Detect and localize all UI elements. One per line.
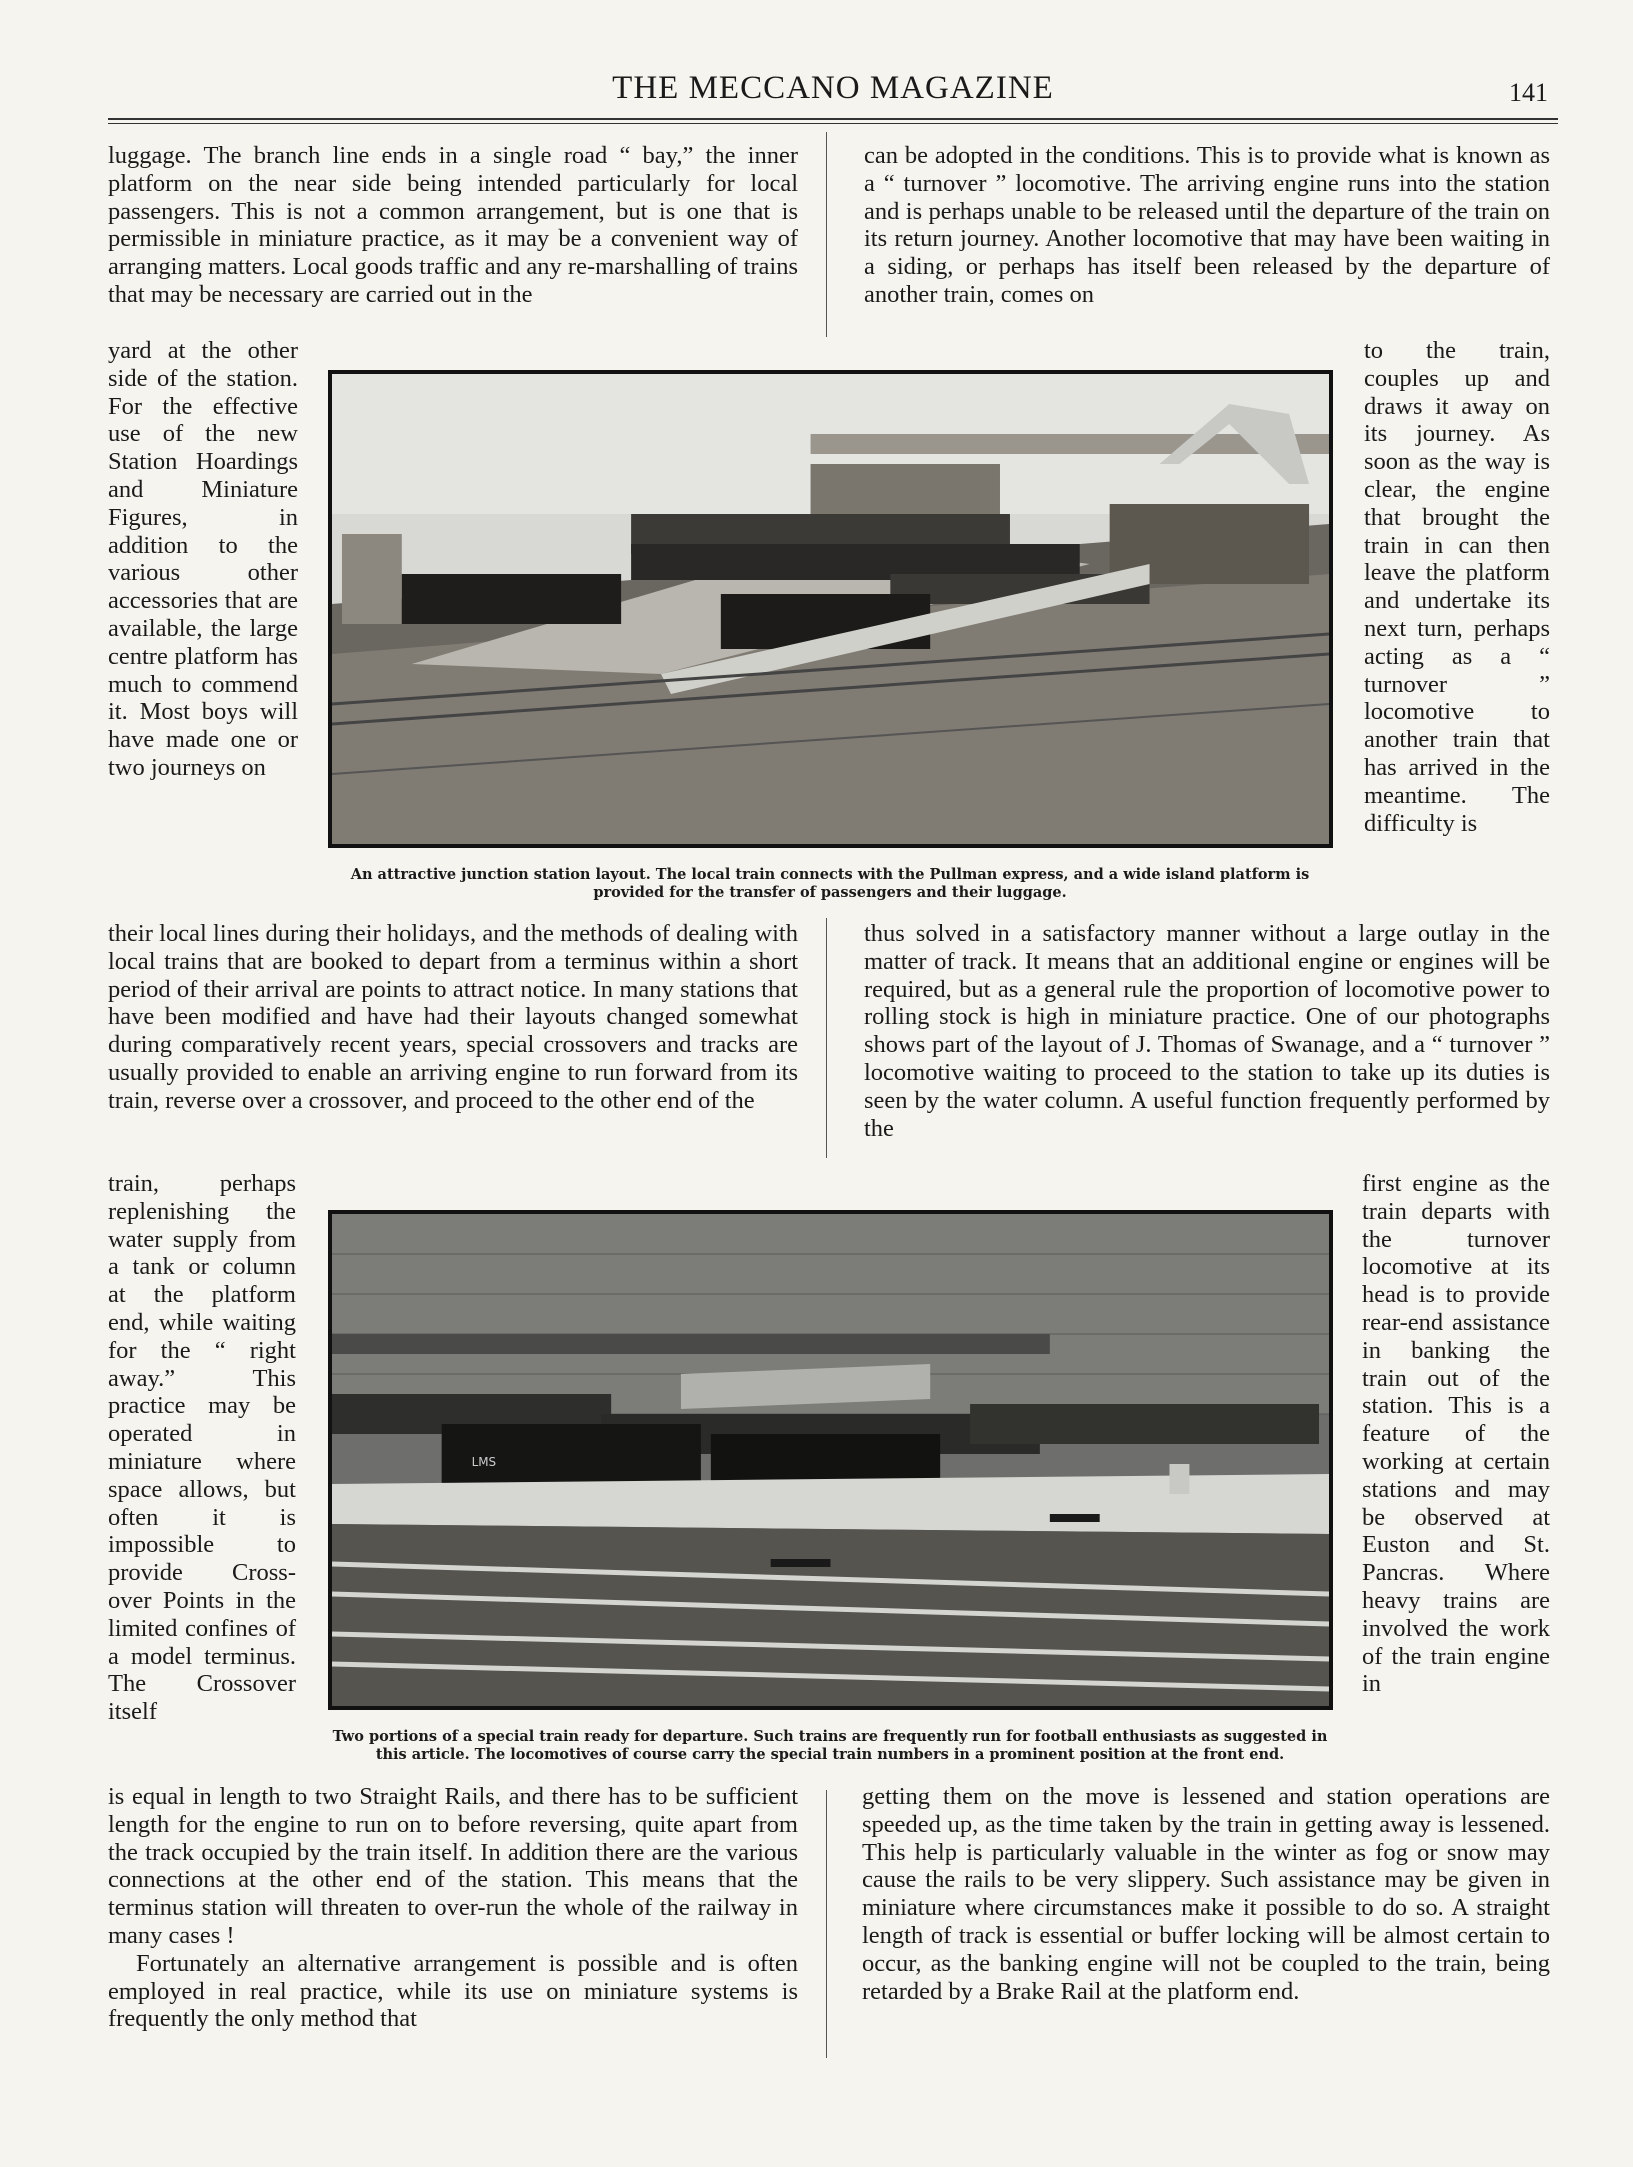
paragraph: their local lines during their holidays, and the methods of dealing with local trains that are booked to depart from a terminus within a short period of their arrival are points to attract notice. In many stations that have been modified and have had their layouts changed somewhat during comparatively recent years, special crossovers and tracks are usually provided to enable an arriving engine to run forward from its train, reverse over a crossover, and proceed to the other end of the [108, 920, 798, 1114]
right-column-bottom-text [862, 1783, 1550, 2005]
right-column-top-text [864, 142, 1550, 309]
junction-station-photo [328, 370, 1333, 848]
paragraph: yard at the other side of the station. For the effective use of the new Station Hoardings and Miniature Figures, in addition to the various other accessories that are available, the large centre platform has much to commend it. Most boys will have made one or two journeys on [108, 337, 298, 781]
left-column-middle-text [108, 920, 798, 1115]
special-train-illustration [332, 1214, 1329, 1706]
magazine-title: THE MECCANO MAGAZINE [612, 70, 1054, 106]
header-rule-thin [108, 123, 1558, 124]
left-column-bottom-text [108, 1783, 798, 2033]
column-divider-bottom [826, 1790, 827, 2058]
paragraph: train, perhaps replenishing the water supply from a tank or column at the platform end, while waiting for the “ right away.” This practice may be operated in miniature where space allows, but often it is impossible to provide Cross-over Points in the limited confines of a model terminus. The Crossover itself [108, 1170, 296, 1726]
left-narrow-text-2 [108, 1170, 296, 1726]
paragraph: first engine as the train departs with the turnover locomotive at its head is to provide rear-end assistance in banking the train out of the station. This is a feature of the working at certain stations and may be observed at Euston and St. Pancras. Where heavy trains are involved the work of the train engine in [1362, 1170, 1550, 1698]
right-narrow-text-1 [1364, 337, 1550, 837]
paragraph: getting them on the move is lessened and station operations are speeded up, as the time taken by the train in getting away is lessened. This help is particularly valuable in the winter as fog or snow may cause the rails to be very slippery. Such assistance may be given in miniature where circumstances make it possible to do so. A straight length of track is essential or buffer locking will be almost certain to occur, as the banking engine will not be coupled to the train, being retarded by a Brake Rail at the platform end. [862, 1783, 1550, 2005]
right-column-middle-text [864, 920, 1550, 1142]
figure-2-caption: Two portions of a special train ready for departure. Such trains are frequently run for football enthusiasts as suggested in this article. The locomotives of course carry the special train numbers in a prominent position at the front end. [332, 1728, 1328, 1763]
paragraph: thus solved in a satisfactory manner without a large outlay in the matter of track. It means that an additional engine or engines will be required, but as a general rule the proportion of locomotive power to rolling stock is high in miniature practice. One of our photographs shows part of the layout of J. Thomas of Swanage, and a “ turnover ” locomotive waiting to proceed to the station to take up its duties is seen by the water column. A useful function frequently performed by the [864, 920, 1550, 1142]
column-divider-top [826, 132, 827, 337]
loco-marking: LMS [471, 1454, 497, 1470]
paragraph: to the train, couples up and draws it away on its journey. As soon as the way is clear, the engine that brought the train in can then leave the platform and undertake its next turn, perhaps acting as a “ turnover ” locomotive to another train that has arrived in the meantime. The difficulty is [1364, 337, 1550, 837]
figure-1-caption: An attractive junction station layout. The local train connects with the Pullman express, and a wide island platform is provided for the transfer of passengers and their luggage. [350, 866, 1310, 901]
page-header [108, 70, 1558, 120]
left-column-top-text [108, 142, 798, 309]
paragraph: can be adopted in the conditions. This is to provide what is known as a “ turnover ” locomotive. The arriving engine runs into the station and is perhaps unable to be released until the departure of the train on its return journey. Another locomotive that may have been waiting in a siding, or perhaps has itself been released by the departure of another train, comes on [864, 142, 1550, 308]
special-train-photo [328, 1210, 1333, 1710]
paragraph: luggage. The branch line ends in a single road “ bay,” the inner platform on the near side being intended particularly for local passengers. This is not a common arrangement, but is one that is permissible in miniature practice, as it may be a convenient way of arranging matters. Local goods traffic and any re-marshalling of trains that may be necessary are carried out in the [108, 142, 798, 308]
page-number: 141 [1509, 78, 1548, 107]
paragraph: Fortunately an alternative arrangement is possible and is often employed in real practice, while its use on miniature systems is frequently the only method that [108, 1949, 798, 2033]
junction-station-illustration [332, 374, 1329, 844]
column-divider-middle [826, 918, 827, 1158]
left-narrow-text-1 [108, 337, 298, 782]
right-narrow-text-2 [1362, 1170, 1550, 1698]
paragraph: is equal in length to two Straight Rails, and there has to be sufficient length for the engine to run on to before reversing, quite apart from the track occupied by the train itself. In addition there are the various connections at the other end of the station. This means that the terminus station will threaten to over-run the whole of the railway in many cases ! [108, 1783, 798, 1949]
header-rule [108, 118, 1558, 120]
